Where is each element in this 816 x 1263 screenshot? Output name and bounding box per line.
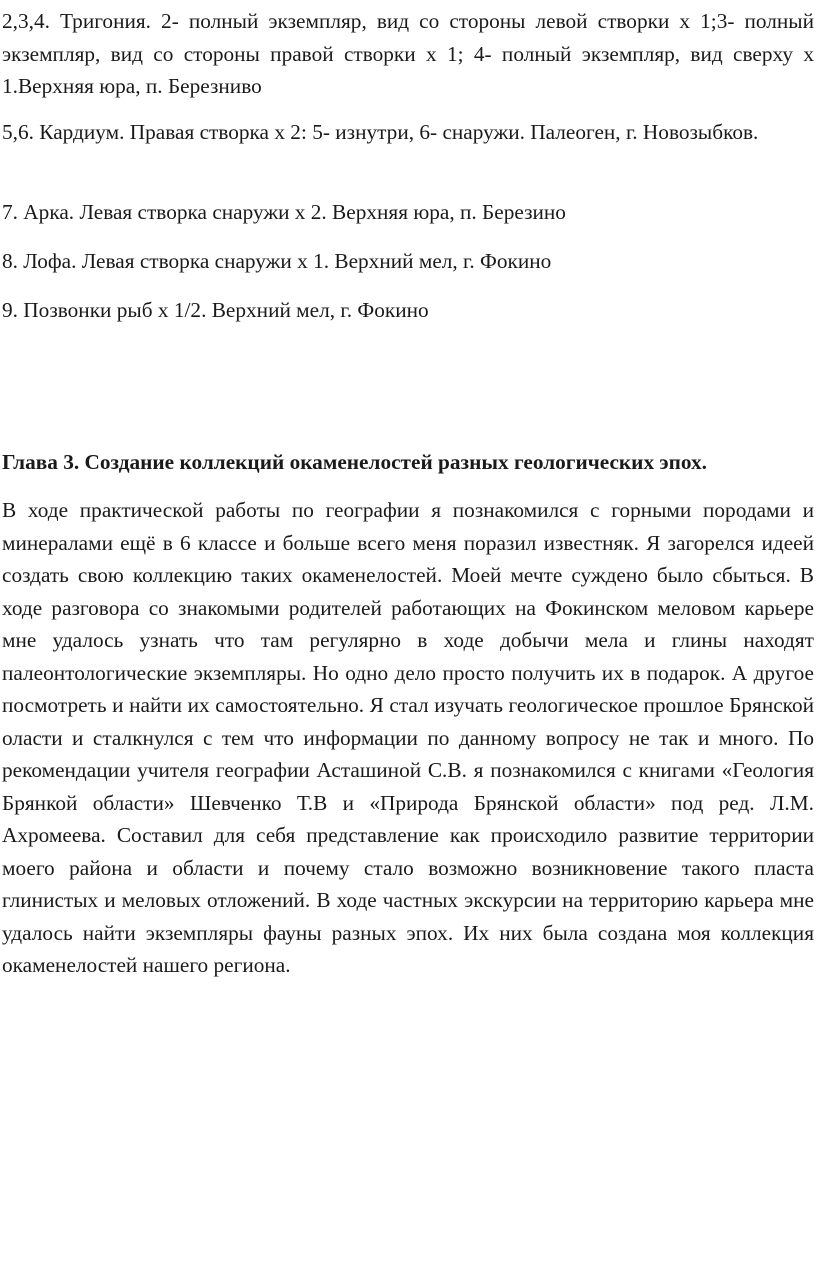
body-paragraph: В ходе практической работы по географии я познакомился с горными породами и минералами ещё в 6 классе и больше всего меня поразил известняк. Я загорелся идеей создать свою коллекцию таких окаменелостей. Моей мечте суждено было сбыться. В ходе разговора со знакомыми родителей работающих на Фокинском меловом карьере мне удалось узнать что там регулярно в ходе добычи мела и глины находят палеонтологические экземпляры. Но одно дело просто получить их в подарок. А другое посмотреть и найти их самостоятельно. Я стал изучать геологическое прошлое Брянской оласти и сталкнулся с тем что информации по данному вопросу не так и много. По рекомендации учителя географии Асташиной С.В. я познакомился с книгами «Геология Брянкой области» Шевченко Т.В и «Природа Брянской области» под ред. Л.М. Ахромеева. Составил для себя представление как происходило развитие территории моего района и области и почему стало возможно возникновение такого пласта глинистых и меловых отложений. В ходе частных экскурсии на территорию карьера мне удалось найти экземпляры фауны разных эпох. Их них была создана моя коллекция окаменелостей нашего региона. <box>2 498 814 977</box>
figure-caption-5-6: 5,6. Кардиум. Правая створка х 2: 5- изнутри, 6- снаружи. Палеоген, г. Новозыбков. <box>2 120 759 144</box>
figure-caption-8: 8. Лофа. Левая створка снаружи х 1. Верхний мел, г. Фокино <box>2 249 552 273</box>
figure-caption-2-3-4: 2,3,4. Тригония. 2- полный экземпляр, вид со стороны левой створки х 1;3- полный экземпляр, вид со стороны правой створки х 1; 4- полный экземпляр, вид сверху х 1.Верхняя юра, п. Березниво <box>2 9 814 98</box>
figure-caption-7: 7. Арка. Левая створка снаружи х 2. Верхняя юра, п. Березино <box>2 200 566 224</box>
chapter-heading: Глава 3. Создание коллекций окаменелостей разных геологических эпох. <box>2 450 707 474</box>
figure-caption-9: 9. Позвонки рыб х 1/2. Верхний мел, г. Фокино <box>2 298 429 322</box>
